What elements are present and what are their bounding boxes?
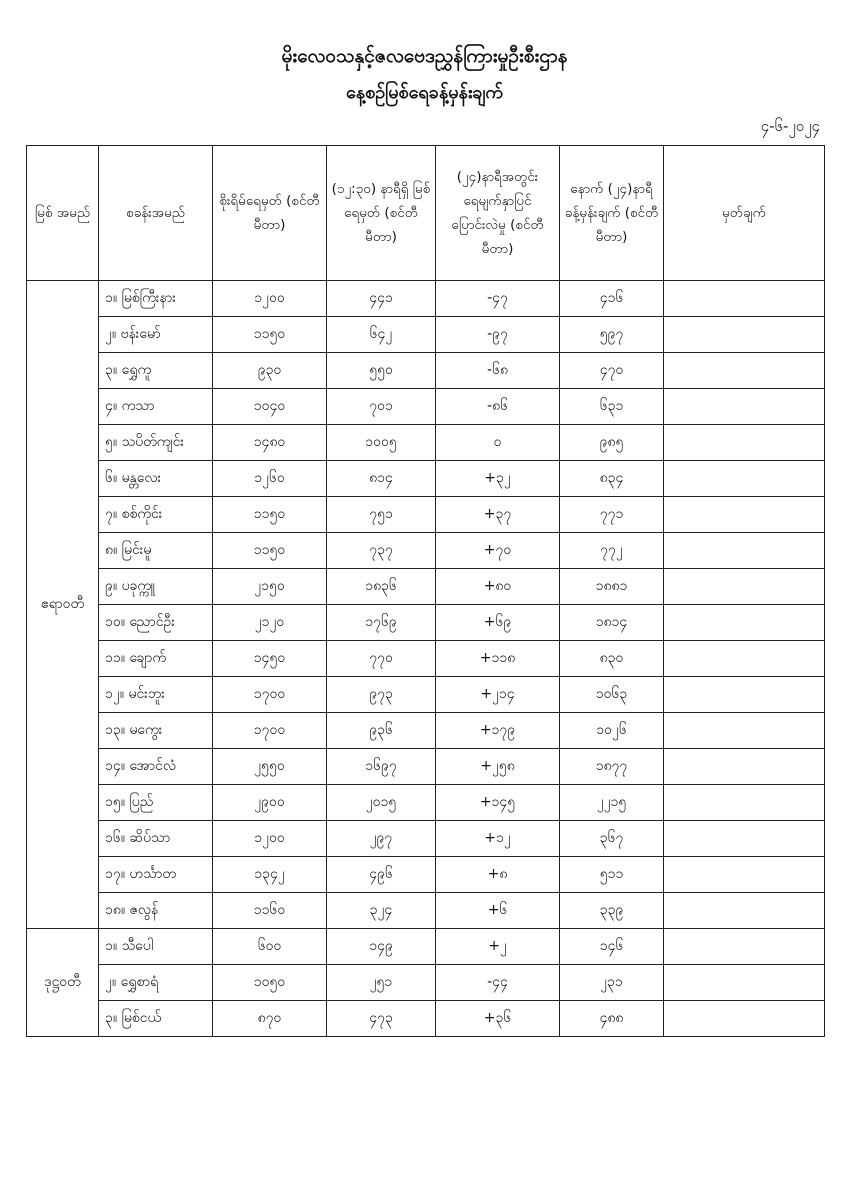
station-cell: ၁၄။ အောင်လံ [99, 749, 213, 785]
current-level-cell: ၃၂၄ [327, 893, 436, 929]
station-cell: ၁၈။ ဇလွန် [99, 893, 213, 929]
header-remarks: မှတ်ချက် [664, 146, 825, 281]
forecast-cell: ၂၃၁ [560, 965, 664, 1001]
table-row [27, 821, 825, 857]
remarks-cell [664, 353, 825, 389]
forecast-cell: ၁၈၇၇ [560, 749, 664, 785]
remarks-cell [664, 929, 825, 965]
danger-level-cell: ၉၃၀ [213, 353, 327, 389]
forecast-cell: ၄၈၈ [560, 1001, 664, 1037]
current-level-cell: ၄၇၃ [327, 1001, 436, 1037]
forecast-cell: ၁၈၈၁ [560, 569, 664, 605]
table-row [27, 677, 825, 713]
remarks-cell [664, 317, 825, 353]
station-cell: ၃။ မြစ်ငယ် [99, 1001, 213, 1037]
danger-level-cell: ၁၇၀၀ [213, 677, 327, 713]
table-row [27, 605, 825, 641]
station-cell: ၁၃။ မကွေး [99, 713, 213, 749]
station-cell: ၁၀။ ညောင်ဦး [99, 605, 213, 641]
danger-level-cell: ၁၄၅၀ [213, 641, 327, 677]
remarks-cell [664, 389, 825, 425]
forecast-cell: ၁၀၂၆ [560, 713, 664, 749]
station-cell: ၁၆။ ဆိပ်သာ [99, 821, 213, 857]
change-cell: +၃၆ [436, 1001, 560, 1037]
table-row [27, 785, 825, 821]
current-level-cell: ၄၉၆ [327, 857, 436, 893]
station-cell: ၆။ မန္တလေး [99, 461, 213, 497]
change-cell: -၆၈ [436, 353, 560, 389]
station-cell: ၁။ မြစ်ကြီးနား [99, 281, 213, 317]
forecast-cell: ၅၉၇ [560, 317, 664, 353]
danger-level-cell: ၁၂၀၀ [213, 821, 327, 857]
danger-level-cell: ၂၅၅၀ [213, 749, 327, 785]
station-cell: ၇။ စစ်ကိုင်း [99, 497, 213, 533]
current-level-cell: ၂၅၁ [327, 965, 436, 1001]
remarks-cell [664, 281, 825, 317]
table-row [27, 317, 825, 353]
table-body [27, 281, 825, 1037]
current-level-cell: ၆၄၂ [327, 317, 436, 353]
current-level-cell: ၇၀၁ [327, 389, 436, 425]
station-cell: ၁၇။ ဟင်္သာတ [99, 857, 213, 893]
table-row [27, 1001, 825, 1037]
danger-level-cell: ၁၀၅၀ [213, 965, 327, 1001]
remarks-cell [664, 641, 825, 677]
river-name-cell: ဒုဋ္ဌဝတီ [27, 929, 99, 1037]
station-cell: ၉။ ပခုက္ကူ [99, 569, 213, 605]
danger-level-cell: ၁၁၅၀ [213, 533, 327, 569]
forecast-cell: ၁၀၆၃ [560, 677, 664, 713]
table-row [27, 389, 825, 425]
table-row [27, 353, 825, 389]
change-cell: ၀ [436, 425, 560, 461]
forecast-cell: ၅၁၁ [560, 857, 664, 893]
forecast-cell: ၄၇၀ [560, 353, 664, 389]
change-cell: +၁၁၈ [436, 641, 560, 677]
current-level-cell: ၁၈၃၆ [327, 569, 436, 605]
danger-level-cell: ၁၃၄၂ [213, 857, 327, 893]
table-row [27, 533, 825, 569]
station-cell: ၁၅။ ပြည် [99, 785, 213, 821]
change-cell: +၆၉ [436, 605, 560, 641]
forecast-cell: ၃၆၇ [560, 821, 664, 857]
remarks-cell [664, 497, 825, 533]
station-cell: ၅။ သပိတ်ကျင်း [99, 425, 213, 461]
danger-level-cell: ၁၁၅၀ [213, 497, 327, 533]
current-level-cell: ၈၁၄ [327, 461, 436, 497]
current-level-cell: ၉၃၆ [327, 713, 436, 749]
forecast-cell: ၈၃၀ [560, 641, 664, 677]
remarks-cell [664, 785, 825, 821]
danger-level-cell: ၂၁၅၀ [213, 569, 327, 605]
forecast-cell: ၇၇၁ [560, 497, 664, 533]
table-row [27, 641, 825, 677]
table-row [27, 569, 825, 605]
danger-level-cell: ၁၁၅၀ [213, 317, 327, 353]
change-cell: -၉၇ [436, 317, 560, 353]
table-row [27, 857, 825, 893]
station-cell: ၁၂။ မင်းဘူး [99, 677, 213, 713]
table-row [27, 425, 825, 461]
river-name-cell: ဧရာဝတီ [27, 281, 99, 929]
current-level-cell: ၄၄၁ [327, 281, 436, 317]
change-cell: +၇၀ [436, 533, 560, 569]
change-cell: +၂၅၈ [436, 749, 560, 785]
header-forecast: နောက် (၂၄)နာရီ ခန့်မှန်းချက် (စင်တီမီတာ) [560, 146, 664, 281]
change-cell: +၁၄၅ [436, 785, 560, 821]
table-row [27, 749, 825, 785]
change-cell: +၈ [436, 857, 560, 893]
change-cell: -၄၇ [436, 281, 560, 317]
station-cell: ၂။ ဗန်းမော် [99, 317, 213, 353]
table-row [27, 713, 825, 749]
current-level-cell: ၅၅၀ [327, 353, 436, 389]
danger-level-cell: ၁၂၀၀ [213, 281, 327, 317]
station-cell: ၄။ ကသာ [99, 389, 213, 425]
danger-level-cell: ၁၂၆၀ [213, 461, 327, 497]
danger-level-cell: ၁၁၆၀ [213, 893, 327, 929]
table-row [27, 281, 825, 317]
header-danger-level: စိုးရိမ်ရေမှတ် (စင်တီမီတာ) [213, 146, 327, 281]
change-cell: +၈၀ [436, 569, 560, 605]
station-cell: ၁။ သီပေါ [99, 929, 213, 965]
change-cell: +၃၂ [436, 461, 560, 497]
remarks-cell [664, 605, 825, 641]
remarks-cell [664, 533, 825, 569]
current-level-cell: ၇၇၀ [327, 641, 436, 677]
current-level-cell: ၉၇၃ [327, 677, 436, 713]
station-cell: ၁၁။ ချောက် [99, 641, 213, 677]
remarks-cell [664, 425, 825, 461]
forecast-cell: ၃၃၉ [560, 893, 664, 929]
remarks-cell [664, 1001, 825, 1037]
current-level-cell: ၁၄၉ [327, 929, 436, 965]
danger-level-cell: ၈၇၀ [213, 1001, 327, 1037]
change-cell: +၆ [436, 893, 560, 929]
current-level-cell: ၁၇၆၉ [327, 605, 436, 641]
station-cell: ၈။ မြင်းမူ [99, 533, 213, 569]
remarks-cell [664, 461, 825, 497]
danger-level-cell: ၁၀၄၀ [213, 389, 327, 425]
forecast-cell: ၉၈၅ [560, 425, 664, 461]
forecast-cell: ၄၁၆ [560, 281, 664, 317]
table-row [27, 893, 825, 929]
change-cell: +၁၂ [436, 821, 560, 857]
change-cell: +၃၇ [436, 497, 560, 533]
station-cell: ၃။ ရွှေကူ [99, 353, 213, 389]
remarks-cell [664, 713, 825, 749]
current-level-cell: ၂၉၇ [327, 821, 436, 857]
remarks-cell [664, 857, 825, 893]
change-cell: -၄၄ [436, 965, 560, 1001]
current-level-cell: ၁၀၀၅ [327, 425, 436, 461]
forecast-cell: ၇၇၂ [560, 533, 664, 569]
table-row [27, 497, 825, 533]
change-cell: +၂ [436, 929, 560, 965]
table-row [27, 965, 825, 1001]
report-subtitle: နေ့စဉ်မြစ်ရေခန့်မှန်းချက် [346, 82, 503, 103]
forecast-cell: ၁၄၆ [560, 929, 664, 965]
forecast-cell: ၆၃၁ [560, 389, 664, 425]
table-row [27, 929, 825, 965]
change-cell: +၂၁၄ [436, 677, 560, 713]
current-level-cell: ၇၅၁ [327, 497, 436, 533]
current-level-cell: ၁၆၉၇ [327, 749, 436, 785]
change-cell: -၈၆ [436, 389, 560, 425]
remarks-cell [664, 569, 825, 605]
table-header-row [27, 146, 825, 281]
header-change-24h: (၂၄)နာရီအတွင်း ရေမျက်နှာပြင် ပြောင်းလဲမှု (စင်တီမီတာ) [436, 146, 560, 281]
station-cell: ၂။ ရွှေစာရံ [99, 965, 213, 1001]
remarks-cell [664, 893, 825, 929]
forecast-cell: ၂၂၁၅ [560, 785, 664, 821]
danger-level-cell: ၁၄၈၀ [213, 425, 327, 461]
agency-title: မိုးလေဝသနှင့်ဇလဗေဒညွှန်ကြားမှုဦးစီးဌာန [281, 45, 568, 67]
danger-level-cell: ၆၀၀ [213, 929, 327, 965]
change-cell: +၁၇၉ [436, 713, 560, 749]
current-level-cell: ၇၃၇ [327, 533, 436, 569]
danger-level-cell: ၁၇၀၀ [213, 713, 327, 749]
remarks-cell [664, 821, 825, 857]
header-river: မြစ် အမည် [27, 146, 99, 281]
remarks-cell [664, 749, 825, 785]
current-level-cell: ၂၀၁၅ [327, 785, 436, 821]
remarks-cell [664, 965, 825, 1001]
report-date: ၄-၆-၂၀၂၄ [760, 117, 820, 135]
forecast-cell: ၈၃၄ [560, 461, 664, 497]
danger-level-cell: ၂၁၂၀ [213, 605, 327, 641]
header-station: စခန်းအမည် [99, 146, 213, 281]
river-forecast-table [26, 145, 825, 1037]
danger-level-cell: ၂၉၀၀ [213, 785, 327, 821]
remarks-cell [664, 677, 825, 713]
table-row [27, 461, 825, 497]
header-current-level: (၁၂:၃၀) နာရီရှိ မြစ်ရေမှတ် (စင်တီမီတာ) [327, 146, 436, 281]
forecast-cell: ၁၈၁၄ [560, 605, 664, 641]
